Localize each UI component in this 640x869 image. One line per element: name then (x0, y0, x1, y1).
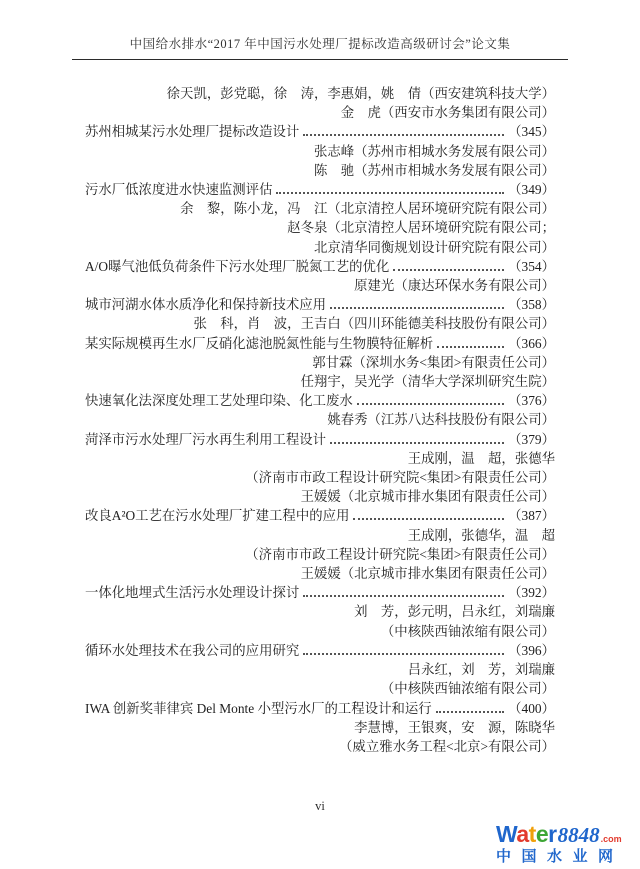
toc-author-line: 北京清华同衡规划设计研究院有限公司） (313, 239, 555, 255)
toc-title-text: 改良A²O工艺在污水处理厂扩建工程中的应用 (85, 508, 350, 524)
logo-letter: W (496, 821, 517, 848)
toc-page-ref: （345） (508, 124, 555, 140)
toc-author-line: 王媛媛（北京城市排水集团有限责任公司） (300, 566, 555, 582)
dot-leader (303, 653, 504, 655)
page-number: vi (315, 799, 325, 813)
toc-title-text: A/O曝气池低负荷条件下污水处理厂脱氮工艺的优化 (85, 258, 390, 274)
toc-author-line: 吕永红，刘 芳，刘瑞廉 (407, 662, 555, 678)
toc-title-text: 苏州相城某污水处理厂提标改造设计 (85, 124, 300, 140)
toc-title-line (85, 391, 555, 410)
dot-leader (330, 442, 504, 444)
toc-title-text: 快速氧化法深度处理工艺处理印染、化工废水 (85, 393, 353, 409)
toc-page-ref: （354） (508, 258, 555, 274)
toc-author-line: 张 科，肖 波，王吉白（四川环能德美科技股份有限公司） (193, 316, 555, 332)
logo-8848: 8848 (557, 823, 600, 848)
toc-title-line (85, 257, 555, 276)
toc-author-line: 王成刚，张德华，温 超 (407, 527, 555, 543)
toc-title-line (85, 295, 555, 314)
toc-author-line: 郭甘霖（深圳水务<集团>有限责任公司） (312, 354, 555, 370)
toc-title-text: 循环水处理技术在我公司的应用研究 (85, 642, 300, 658)
dot-leader (357, 403, 504, 405)
toc-page-ref: （349） (508, 182, 555, 198)
logo-letter: e (535, 821, 549, 848)
toc-page-ref: （376） (508, 393, 555, 409)
toc-title-line (85, 583, 555, 602)
toc-author-line: 李慧博，王银爽，安 源，陈晓华 (354, 719, 555, 735)
toc-title-line (85, 122, 555, 141)
water8848-logo (496, 822, 636, 865)
toc-author-line: 张志峰（苏州市相城水务发展有限公司） (313, 143, 555, 159)
dot-leader (393, 269, 504, 271)
toc-title-line (85, 334, 555, 353)
toc-author-line: 陈 驰（苏州市相城水务发展有限公司） (313, 162, 555, 178)
toc-author-line: 余 黎，陈小龙，冯 江（北京清控人居环境研究院有限公司） (180, 201, 555, 217)
toc-title-text: 某实际规模再生水厂反硝化滤池脱氮性能与生物膜特征解析 (85, 335, 434, 351)
toc-title-line (85, 180, 555, 199)
toc-page-ref: （400） (508, 700, 555, 716)
toc-page-ref: （379） (508, 431, 555, 447)
toc-author-line: （中核陕西铀浓缩有限公司） (380, 623, 555, 639)
toc-title-text: 一体化地埋式生活污水处理设计探讨 (85, 585, 300, 601)
toc-title-text: 菏泽市污水处理厂污水再生利用工程设计 (85, 431, 327, 447)
dot-leader (353, 518, 504, 520)
toc-title-line (85, 430, 555, 449)
toc-author-line: 赵冬泉（北京清控人居环境研究院有限公司； (287, 220, 555, 236)
toc-title-text: 污水厂低浓度进水快速监测评估 (85, 182, 273, 198)
dot-leader (330, 307, 504, 309)
toc-page-ref: （387） (508, 508, 555, 524)
logo-water-letters (496, 822, 557, 847)
logo-letter: r (548, 821, 557, 848)
toc-title-line (85, 699, 555, 718)
logo-tagline: 中国水业网 (496, 848, 624, 866)
header-title: 中国给水排水“2017 年中国污水处理厂提标改造高级研讨会”论文集 (129, 37, 511, 51)
toc-author-line: （济南市市政工程设计研究院<集团>有限责任公司） (245, 470, 555, 486)
dot-leader (437, 346, 504, 348)
dot-leader (436, 711, 504, 713)
toc-author-line: 姚春秀（江苏八达科技股份有限公司） (327, 412, 555, 428)
toc-page-ref: （358） (508, 297, 555, 313)
toc-author-line: 刘 芳，彭元明，吕永红，刘瑞廉 (354, 604, 555, 620)
dot-leader (303, 134, 504, 136)
toc-author-line: 王成刚，温 超，张德华 (407, 450, 555, 466)
toc-title-text: 城市河湖水体水质净化和保持新技术应用 (85, 297, 327, 313)
toc-page-ref: （396） (508, 642, 555, 658)
toc-author-line: （中核陕西铀浓缩有限公司） (380, 681, 555, 697)
toc-page-ref: （366） (508, 335, 555, 351)
toc-list (85, 84, 555, 756)
dot-leader (276, 192, 504, 194)
logo-letter: t (528, 821, 536, 848)
toc-author-line: （济南市市政工程设计研究院<集团>有限责任公司） (245, 546, 555, 562)
toc-author-line: 徐天凯，彭党聪，徐 涛，李惠娟，姚 倩（西安建筑科技大学） (166, 86, 555, 101)
toc-author-line: 金 虎（西安市水务集团有限公司） (340, 105, 555, 121)
toc-page-ref: （392） (508, 585, 555, 601)
toc-author-line: 任翔宇，吴光学（清华大学深圳研究生院） (300, 374, 555, 390)
toc-title-text: IWA 创新奖菲律宾 Del Monte 小型污水厂的工程设计和运行 (85, 700, 432, 716)
dot-leader (303, 595, 504, 597)
page-header (72, 0, 568, 60)
water8848-wordmark (496, 822, 636, 847)
toc-title-line (85, 641, 555, 660)
logo-letter: a (516, 821, 529, 848)
toc-author-line: （威立雅水务工程<北京>有限公司） (339, 738, 555, 754)
toc-title-line (85, 506, 555, 525)
logo-com: .com (600, 834, 622, 845)
toc-author-line: 原建光（康达环保水务有限公司） (354, 278, 555, 294)
toc-author-line: 王媛媛（北京城市排水集团有限责任公司） (300, 489, 555, 505)
